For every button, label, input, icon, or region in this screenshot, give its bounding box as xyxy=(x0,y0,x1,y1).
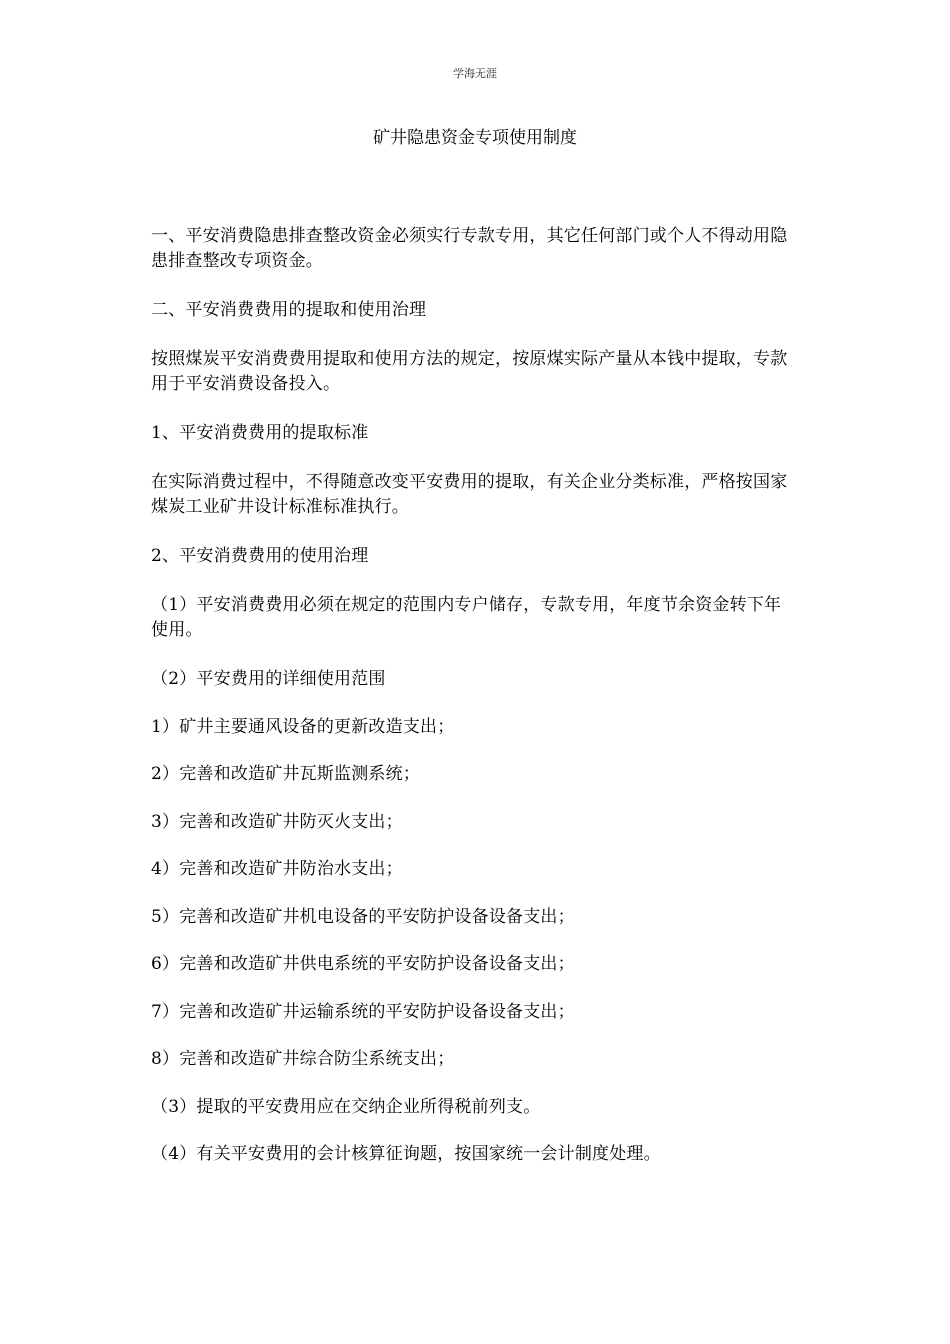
list-item-4: 4）完善和改造矿井防治水支出； xyxy=(151,859,403,879)
list-item-5: 5）完善和改造矿井机电设备的平安防护设备设备支出； xyxy=(151,906,575,927)
paragraph-5: 在实际消费过程中，不得随意改变平安费用的提取，有关企业分类标准，严格按国家煤炭工业矿井设计标准标准执行。 xyxy=(151,472,788,517)
list-item-7: 7）完善和改造矿井运输系统的平安防护设备设备支出； xyxy=(151,1001,575,1022)
paragraph-4: 1、平安消费费用的提取标准 xyxy=(151,423,369,443)
list-item-6: 6）完善和改造矿井供电系统的平安防护设备设备支出； xyxy=(151,954,575,974)
paragraph-10: （4）有关平安费用的会计核算征询题，按国家统一会计制度处理。 xyxy=(151,1144,661,1164)
paragraph-7: （1）平安消费费用必须在规定的范围内专户储存，专款专用，年度节余资金转下年使用。 xyxy=(151,595,782,640)
list-item-3: 3）完善和改造矿井防灭火支出； xyxy=(151,811,403,832)
list-item-2: 2）完善和改造矿井瓦斯监测系统； xyxy=(151,764,421,784)
paragraph-2: 二、平安消费费用的提取和使用治理 xyxy=(151,300,427,320)
document-title: 矿井隐患资金专项使用制度 xyxy=(373,128,577,148)
list-item-1: 1）矿井主要通风设备的更新改造支出； xyxy=(151,716,455,737)
list-item-8: 8）完善和改造矿井综合防尘系统支出； xyxy=(151,1049,455,1069)
paragraph-6: 2、平安消费费用的使用治理 xyxy=(151,546,369,566)
paragraph-9: （3）提取的平安费用应在交纳企业所得税前列支。 xyxy=(151,1096,541,1117)
paragraph-1: 一、平安消费隐患排查整改资金必须实行专款专用，其它任何部门或个人不得动用隐患排查整改专项资金。 xyxy=(151,226,788,271)
document-body xyxy=(151,224,796,1190)
paragraph-3: 按照煤炭平安消费费用提取和使用方法的规定，按原煤实际产量从本钱中提取，专款用于平安消费设备投入。 xyxy=(151,349,788,394)
page-header: 学海无涯 xyxy=(453,67,497,80)
paragraph-8: （2）平安费用的详细使用范围 xyxy=(151,669,386,689)
